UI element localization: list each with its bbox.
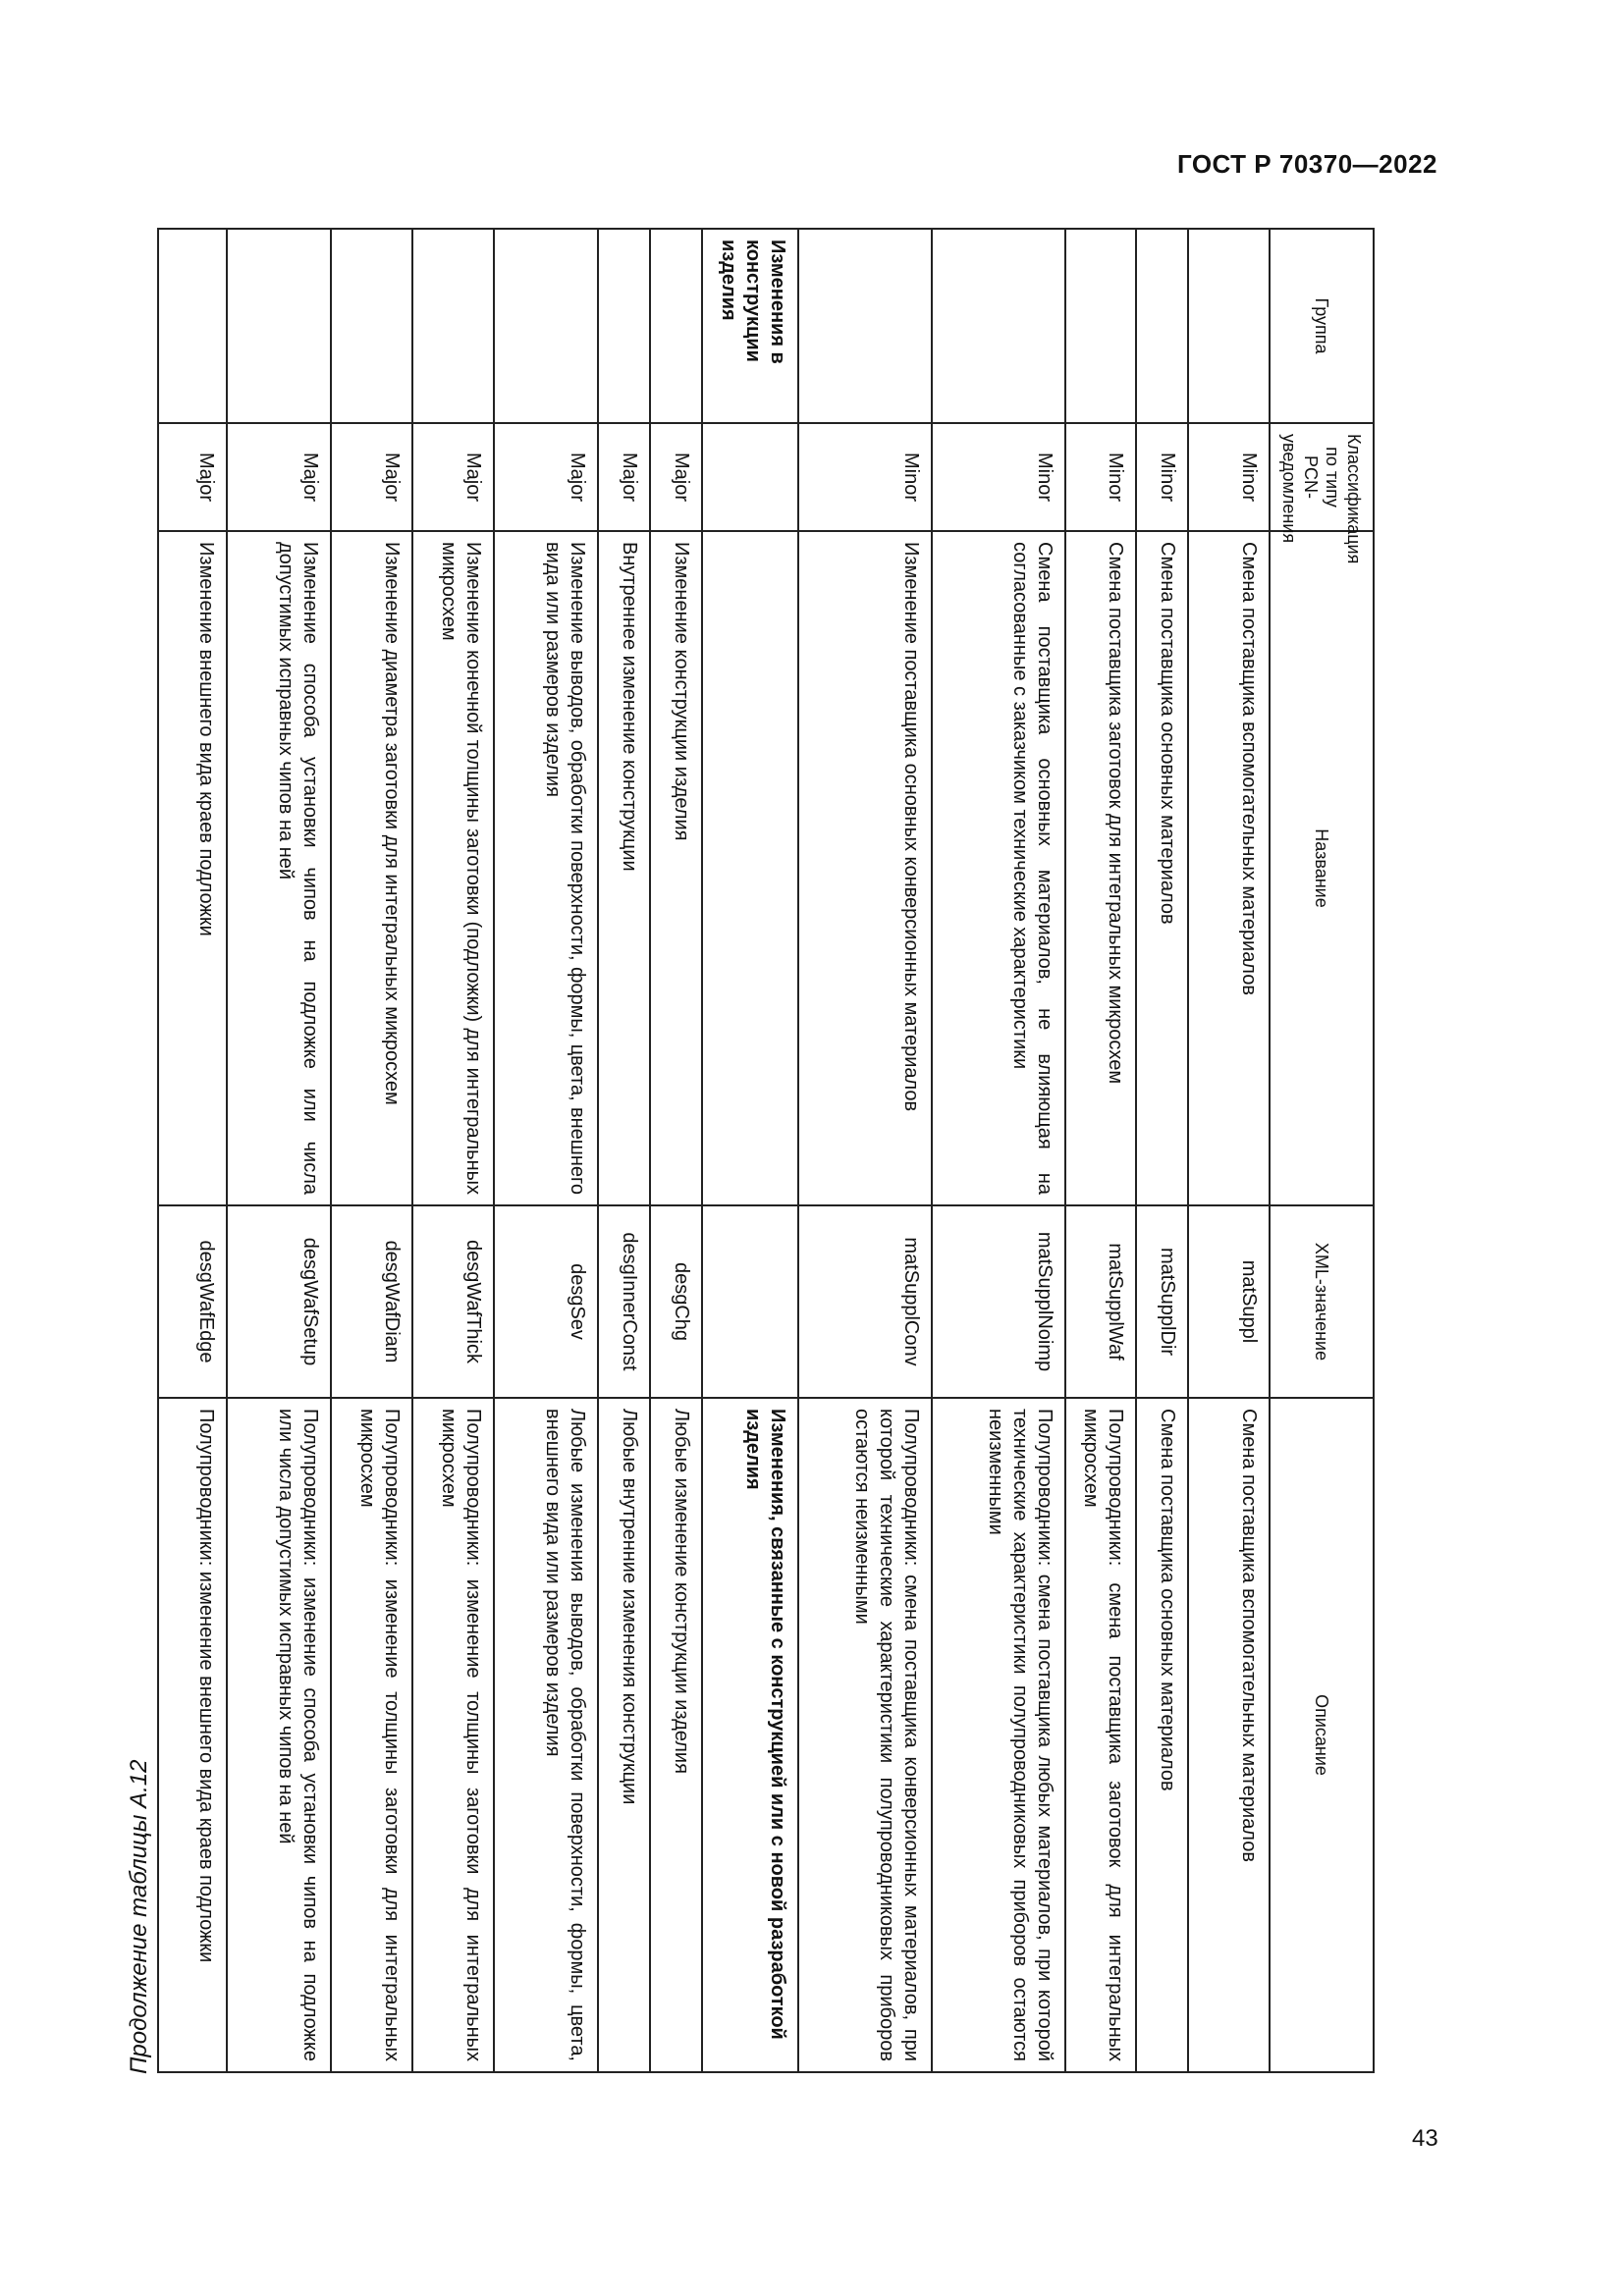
table-caption: Продолжение таблицы А.12: [126, 1759, 152, 2074]
cell-name: [702, 531, 799, 1205]
cell-group: [798, 229, 932, 423]
col-header-name: Название: [1270, 531, 1374, 1205]
col-header-class: Классификация по типу PCN-уведомления: [1270, 423, 1374, 531]
cell-group: [331, 229, 412, 423]
cell-xml: desgWafEdge: [158, 1205, 227, 1398]
table-row: [1065, 229, 1136, 2072]
cell-desc: Полупроводники: изменение внешнего вида краев подложки: [158, 1398, 227, 2072]
cell-class: Major: [494, 423, 598, 531]
cell-name: Изменение конечной толщины заготовки (подложки) для интегральных микросхем: [412, 531, 494, 1205]
table-group-row: [702, 229, 799, 2072]
cell-group: [1136, 229, 1188, 423]
rotated-table-container: [157, 228, 1375, 2073]
table-row: [331, 229, 412, 2072]
cell-name: Изменение поставщика основных конверсионных материалов: [798, 531, 932, 1205]
cell-name: Изменение внешнего вида краев подложки: [158, 531, 227, 1205]
page-number: 43: [1412, 2125, 1438, 2152]
table-row: [494, 229, 598, 2072]
table-header-row: [1270, 229, 1374, 2072]
cell-group: [494, 229, 598, 423]
pcn-classification-table: [157, 228, 1375, 2073]
cell-desc: Полупроводники: изменение толщины заготовки для интегральных микросхем: [331, 1398, 412, 2072]
cell-group: [932, 229, 1065, 423]
cell-name: Смена поставщика основных материалов: [1136, 531, 1188, 1205]
table-row: [598, 229, 650, 2072]
table-row: [158, 229, 227, 2072]
cell-xml: desgWafDiam: [331, 1205, 412, 1398]
table-row: [412, 229, 494, 2072]
table-row: [932, 229, 1065, 2072]
cell-class: Major: [227, 423, 331, 531]
cell-class: Minor: [932, 423, 1065, 531]
table-row: [1188, 229, 1270, 2072]
table-row: [1136, 229, 1188, 2072]
cell-class: Minor: [1065, 423, 1136, 531]
cell-xml: desgInnerConst: [598, 1205, 650, 1398]
cell-group: Изменения в конструкции изделия: [702, 229, 799, 423]
cell-group: [598, 229, 650, 423]
cell-group: [650, 229, 702, 423]
cell-class: Major: [650, 423, 702, 531]
cell-group: [158, 229, 227, 423]
cell-class: Minor: [798, 423, 932, 531]
col-header-group: Группа: [1270, 229, 1374, 423]
col-header-xml: XML-значение: [1270, 1205, 1374, 1398]
cell-class: Major: [331, 423, 412, 531]
cell-class: Minor: [1188, 423, 1270, 531]
cell-class: Major: [598, 423, 650, 531]
cell-desc: Полупроводники: изменение толщины заготовки для интегральных микросхем: [412, 1398, 494, 2072]
cell-xml: matSupplWaf: [1065, 1205, 1136, 1398]
table-row: [798, 229, 932, 2072]
cell-xml: desgWafThick: [412, 1205, 494, 1398]
cell-xml: matSupplConv: [798, 1205, 932, 1398]
cell-xml: matSupplNoimp: [932, 1205, 1065, 1398]
col-header-desc: Описание: [1270, 1398, 1374, 2072]
cell-class: Major: [158, 423, 227, 531]
cell-class: Minor: [1136, 423, 1188, 531]
cell-name: Изменение способа установки чипов на подложке или числа допустимых исправных чипов на ней: [227, 531, 331, 1205]
cell-xml: desgChg: [650, 1205, 702, 1398]
cell-class: Major: [412, 423, 494, 531]
cell-xml: matSuppl: [1188, 1205, 1270, 1398]
cell-group: [412, 229, 494, 423]
cell-name: Изменение выводов, обработки поверхности, формы, цвета, внешнего вида или размеров изделия: [494, 531, 598, 1205]
document-code: ГОСТ Р 70370—2022: [1176, 149, 1437, 179]
cell-desc: Полупроводники: смена поставщика заготовок для интегральных микросхем: [1065, 1398, 1136, 2072]
cell-desc: Любые внутренние изменения конструкции: [598, 1398, 650, 2072]
cell-name: Смена поставщика основных материалов, не влияющая на согласованные с заказчиком технические характеристики: [932, 531, 1065, 1205]
cell-xml: matSupplDir: [1136, 1205, 1188, 1398]
cell-class: [702, 423, 799, 531]
cell-group: [1188, 229, 1270, 423]
cell-desc: Полупроводники: смена поставщика любых материалов, при которой технические характеристики полупроводниковых приборов остаются неизменными: [932, 1398, 1065, 2072]
table-row: [227, 229, 331, 2072]
cell-group: [1065, 229, 1136, 423]
cell-group: [227, 229, 331, 423]
cell-name: Внутреннее изменение конструкции: [598, 531, 650, 1205]
cell-desc: Полупроводники: изменение способа установки чипов на подложке или числа допустимых исправных чипов на ней: [227, 1398, 331, 2072]
cell-desc: Полупроводники: смена поставщика конверсионных материалов, при которой технические характеристики полупроводниковых приборов остаются неизменными: [798, 1398, 932, 2072]
cell-xml: desgWafSetup: [227, 1205, 331, 1398]
cell-name: Смена поставщика вспомогательных материалов: [1188, 531, 1270, 1205]
table-row: [650, 229, 702, 2072]
cell-desc: Изменения, связанные с конструкцией или с новой разработкой изделия: [702, 1398, 799, 2072]
cell-name: Изменение диаметра заготовки для интегральных микросхем: [331, 531, 412, 1205]
cell-desc: Любые изменение конструкции изделия: [650, 1398, 702, 2072]
cell-name: Смена поставщика заготовок для интегральных микросхем: [1065, 531, 1136, 1205]
cell-desc: Смена поставщика основных материалов: [1136, 1398, 1188, 2072]
cell-desc: Любые изменения выводов, обработки поверхности, формы, цвета, внешнего вида или размеров изделия: [494, 1398, 598, 2072]
cell-name: Изменение конструкции изделия: [650, 531, 702, 1205]
cell-desc: Смена поставщика вспомогательных материалов: [1188, 1398, 1270, 2072]
cell-xml: desgSev: [494, 1205, 598, 1398]
cell-xml: [702, 1205, 799, 1398]
